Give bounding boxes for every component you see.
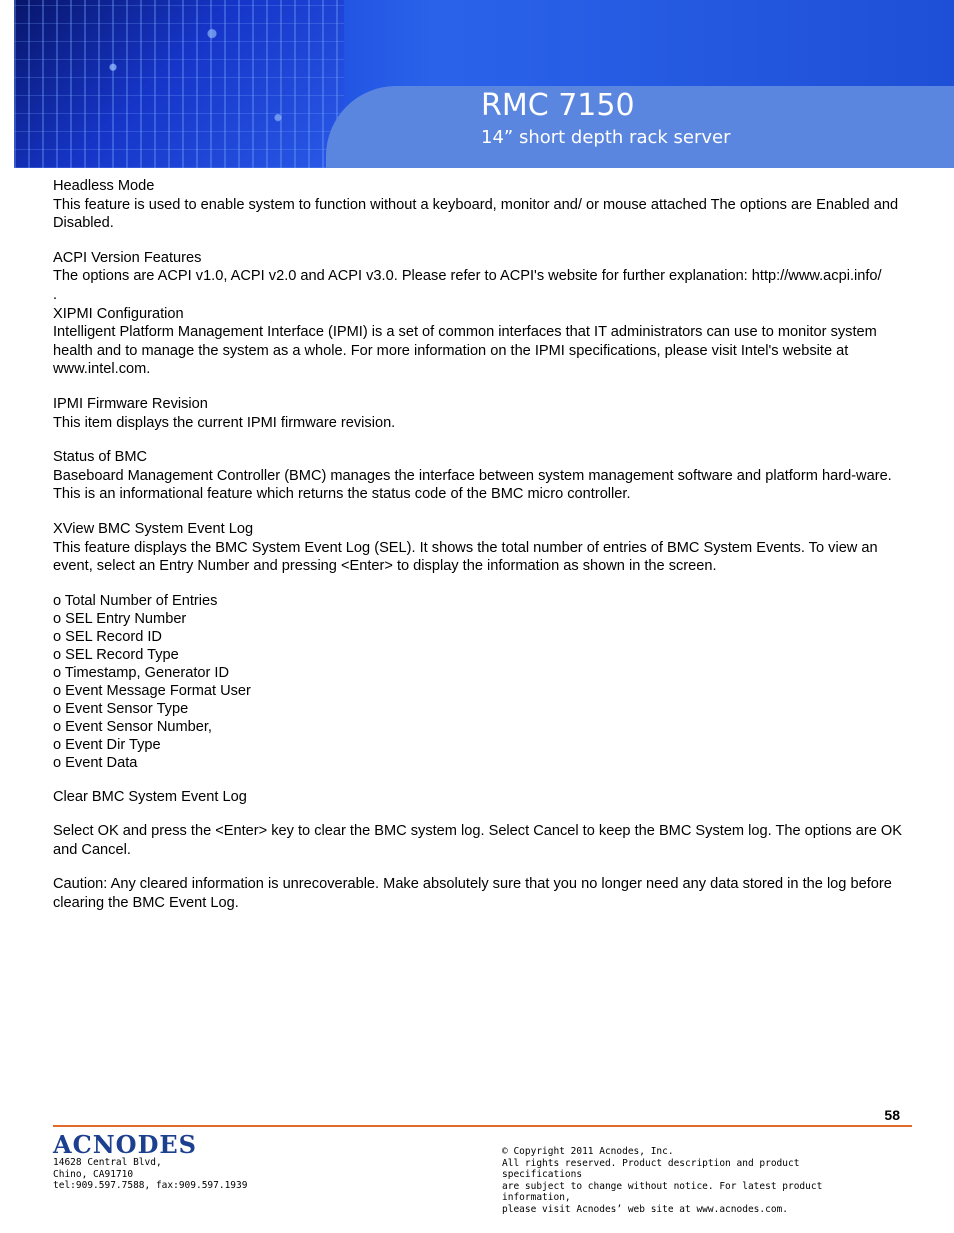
list-item: o Total Number of Entries bbox=[53, 592, 218, 609]
copyright-line: please visit Acnodes’ web site at www.acnodes.com. bbox=[502, 1203, 788, 1215]
list-item: o SEL Entry Number bbox=[53, 610, 187, 627]
list-item: o SEL Record Type bbox=[53, 646, 179, 663]
section-body: Baseboard Management Controller (BMC) manages the interface between system management software and platform hard-ware. This is an informational feature which returns the status code of the BMC micro controller. bbox=[53, 467, 892, 503]
product-subtitle: 14” short depth rack server bbox=[481, 127, 731, 148]
list-item: o Timestamp, Generator ID bbox=[53, 664, 230, 681]
list-item: o Event Dir Type bbox=[53, 736, 161, 753]
list-item: o Event Sensor Type bbox=[53, 700, 189, 717]
page-number: 58 bbox=[884, 1107, 900, 1123]
copyright-line: © Copyright 2011 Acnodes, Inc. bbox=[502, 1146, 674, 1157]
caution-note: Caution: Any cleared information is unrecoverable. Make absolutely sure that you no longer need any data stored in the log before clearing the BMC Event Log. bbox=[53, 876, 892, 912]
section-body: Select OK and press the <Enter> key to clear the BMC system log. Select Cancel to keep the BMC System log. The options are OK and Cancel. bbox=[53, 823, 903, 858]
section-heading: ACPI Version Features bbox=[53, 249, 202, 266]
section-body: This feature displays the BMC System Event Log (SEL). It shows the total number of entries of BMC System Events. To view an event, select an Entry Number and pressing <Enter> to display the information as shown in the screen. bbox=[53, 539, 878, 575]
list-item: o SEL Record ID bbox=[53, 628, 162, 645]
copyright-line: All rights reserved. Product description and product specifications bbox=[502, 1157, 800, 1180]
copyright-line: are subject to change without notice. For latest product information, bbox=[502, 1180, 823, 1203]
company-address bbox=[53, 1157, 247, 1192]
section-heading: Headless Mode bbox=[53, 178, 155, 194]
address-line: 14628 Central Blvd, bbox=[53, 1157, 162, 1168]
copyright-notice bbox=[502, 1146, 872, 1215]
list-item: o Event Data bbox=[53, 754, 138, 771]
section-body: The options are ACPI v1.0, ACPI v2.0 and ACPI v3.0. Please refer to ACPI's website for further explanation: http://www.acpi.info/ bbox=[53, 268, 882, 285]
section-body-dot: . bbox=[53, 286, 58, 303]
section-body: This feature is used to enable system to function without a keyboard, monitor and/ or mouse attached The options are Enabled and Disabled. bbox=[53, 196, 899, 232]
section-body: Intelligent Platform Management Interface (IPMI) is a set of common interfaces that IT administrators can use to monitor system health and to manage the system as a whole. For more information on the IPMI specifications, please visit Intel's website at www.intel.com. bbox=[53, 324, 877, 378]
sel-field-list bbox=[53, 592, 915, 772]
page-content bbox=[53, 177, 915, 913]
contact-line: tel:909.597.7588, fax:909.597.1939 bbox=[53, 1180, 248, 1191]
section-heading: Status of BMC bbox=[53, 449, 148, 466]
acnodes-logo: ACNODES bbox=[53, 1130, 198, 1159]
list-item: o Event Message Format User bbox=[53, 682, 251, 699]
section-heading: Clear BMC System Event Log bbox=[53, 788, 247, 805]
section-heading: XView BMC System Event Log bbox=[53, 520, 254, 537]
footer-divider bbox=[53, 1125, 912, 1127]
list-item: o Event Sensor Number, bbox=[53, 718, 212, 735]
section-body: This item displays the current IPMI firmware revision. bbox=[53, 414, 396, 431]
section-heading: IPMI Firmware Revision bbox=[53, 395, 208, 412]
address-line: Chino, CA91710 bbox=[53, 1168, 134, 1180]
circuit-board-image bbox=[14, 0, 344, 168]
product-model: RMC 7150 bbox=[481, 88, 635, 123]
section-heading: XIPMI Configuration bbox=[53, 305, 184, 322]
